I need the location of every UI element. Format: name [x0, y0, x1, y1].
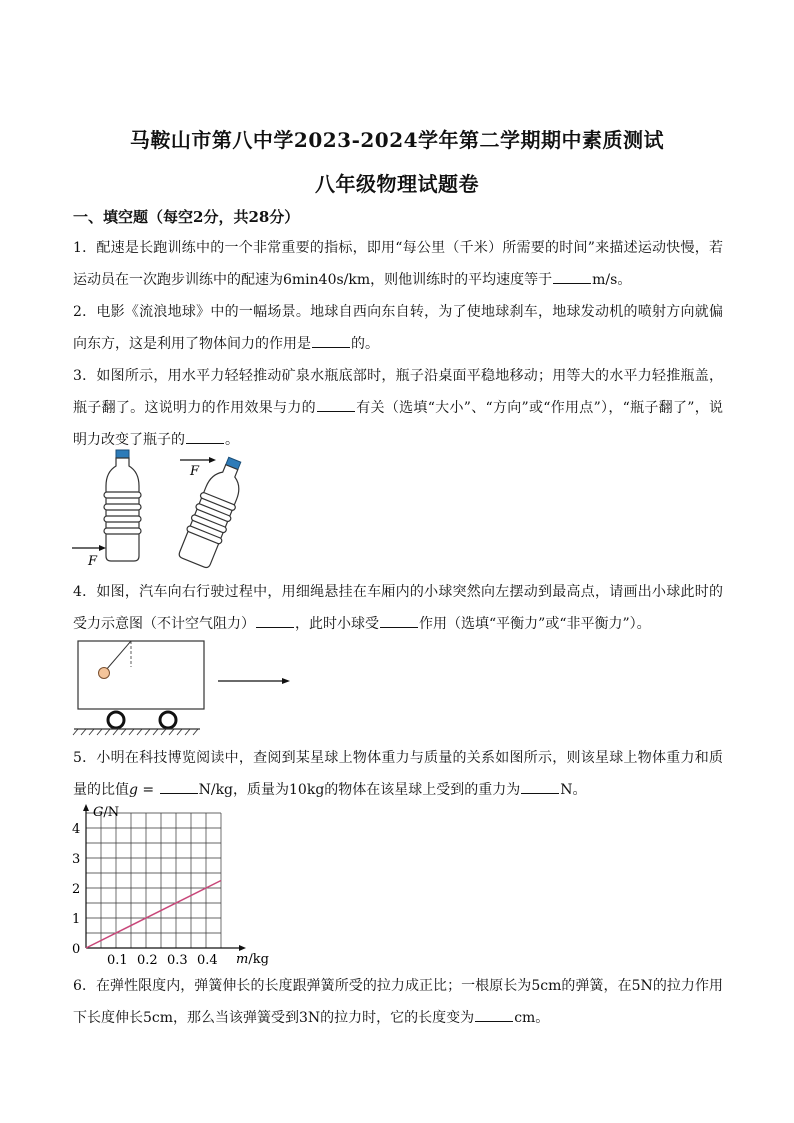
x-tick-label: 0.2 — [137, 953, 158, 968]
question-text: 1．配速是长跑训练中的一个非常重要的指标，即用“每公里（千米）所需要的时间”来描述运动快慢，若运动员在一次跑步训练中的配速为6min40s/km，则他训练时的平均速度等于 — [73, 240, 723, 288]
question-3 — [73, 360, 723, 456]
question-4 — [73, 576, 723, 640]
g-symbol: g — [129, 782, 138, 798]
answer-blank[interactable] — [186, 429, 224, 444]
answer-blank[interactable] — [256, 613, 294, 628]
bottles-figure — [70, 448, 260, 573]
question-text: cm。 — [514, 1010, 550, 1026]
question-5 — [73, 742, 723, 806]
chart-grid — [86, 813, 221, 948]
answer-blank[interactable] — [380, 613, 418, 628]
question-text: m/s。 — [592, 272, 632, 288]
y-axis-arrow — [83, 804, 89, 811]
y-tick-label: 3 — [72, 852, 81, 867]
x-axis-arrow — [239, 945, 246, 951]
ground-hatching — [73, 729, 198, 735]
x-tick-label: 0.4 — [197, 953, 218, 968]
answer-blank[interactable] — [160, 779, 198, 794]
equals-sign: = — [137, 782, 159, 798]
page-subtitle: 八年级物理试题卷 — [315, 172, 479, 196]
force-label: F — [190, 464, 200, 479]
force-label: F — [88, 554, 98, 569]
question-text: N。 — [560, 782, 587, 798]
question-text: 6．在弹性限度内，弹簧伸长的长度跟弹簧所受的拉力成正比；一根原长为5cm的弹簧，在5N的拉力作用下长度伸长5cm，那么当该弹簧受到3N的拉力时，它的长度变为 — [73, 978, 723, 1026]
question-text: N/kg，质量为10kg的物体在该星球上受到的重力为 — [198, 782, 521, 798]
question-1 — [73, 232, 723, 296]
upright-bottle — [104, 450, 141, 561]
gravity-mass-chart — [60, 800, 290, 970]
answer-blank[interactable] — [312, 333, 350, 348]
y-tick-label: 1 — [72, 912, 81, 927]
y-axis-label: G/N — [93, 805, 120, 820]
origin-label: 0 — [72, 942, 81, 957]
question-text: 4．如图，汽车向右行驶过程中，用细绳悬挂在车厢内的小球突然向左摆动到最高点，请画出小球此时的受力示意图（不计空气阻力） — [73, 584, 723, 632]
question-6 — [73, 970, 723, 1034]
tilted-bottle — [176, 453, 252, 570]
x-axis-label: m/kg — [236, 952, 269, 967]
question-text: 的。 — [351, 336, 379, 352]
ball — [99, 668, 110, 679]
series-line — [86, 881, 221, 949]
question-text: 作用（选填“平衡力”或“非平衡力”）。 — [419, 616, 651, 632]
page-title: 马鞍山市第八中学2023-2024学年第二学期期中素质测试 — [129, 128, 665, 152]
car-figure — [70, 637, 300, 737]
x-tick-label: 0.1 — [107, 953, 128, 968]
car-body — [78, 641, 204, 709]
question-text: 3．如图所示，用水平力轻轻推动矿泉水瓶底部时，瓶子沿桌面平稳地移动；用等大的水平力轻推瓶盖，瓶子翻了。这说明力的作用效果与力的 — [73, 368, 723, 416]
question-text: ，此时小球受 — [295, 616, 379, 632]
x-tick-label: 0.3 — [167, 953, 188, 968]
answer-blank[interactable] — [521, 779, 559, 794]
question-text: 5．小明在科技博览阅读中，查阅到某星球上物体重力与质量的关系如图所示，则该星球上物体重力和质量的比值 — [73, 750, 723, 798]
question-text: 2．电影《流浪地球》中的一幅场景。地球自西向东自转，为了使地球刹车，地球发动机的喷射方向就偏向东方，这是利用了物体间力的作用是 — [73, 304, 723, 352]
y-tick-label: 4 — [72, 822, 81, 837]
section-heading: 一、填空题（每空2分，共28分） — [73, 208, 300, 226]
y-tick-label: 2 — [72, 882, 81, 897]
question-2 — [73, 296, 723, 360]
question-text: 有关（选填“大小”、“方向”或“作用点”），“瓶子翻了”，说明力改变了瓶子的 — [73, 400, 723, 448]
answer-blank[interactable] — [475, 1007, 513, 1022]
answer-blank[interactable] — [317, 397, 355, 412]
answer-blank[interactable] — [553, 269, 591, 284]
wheel — [160, 712, 176, 728]
wheel — [108, 712, 124, 728]
question-text: 。 — [225, 432, 239, 448]
